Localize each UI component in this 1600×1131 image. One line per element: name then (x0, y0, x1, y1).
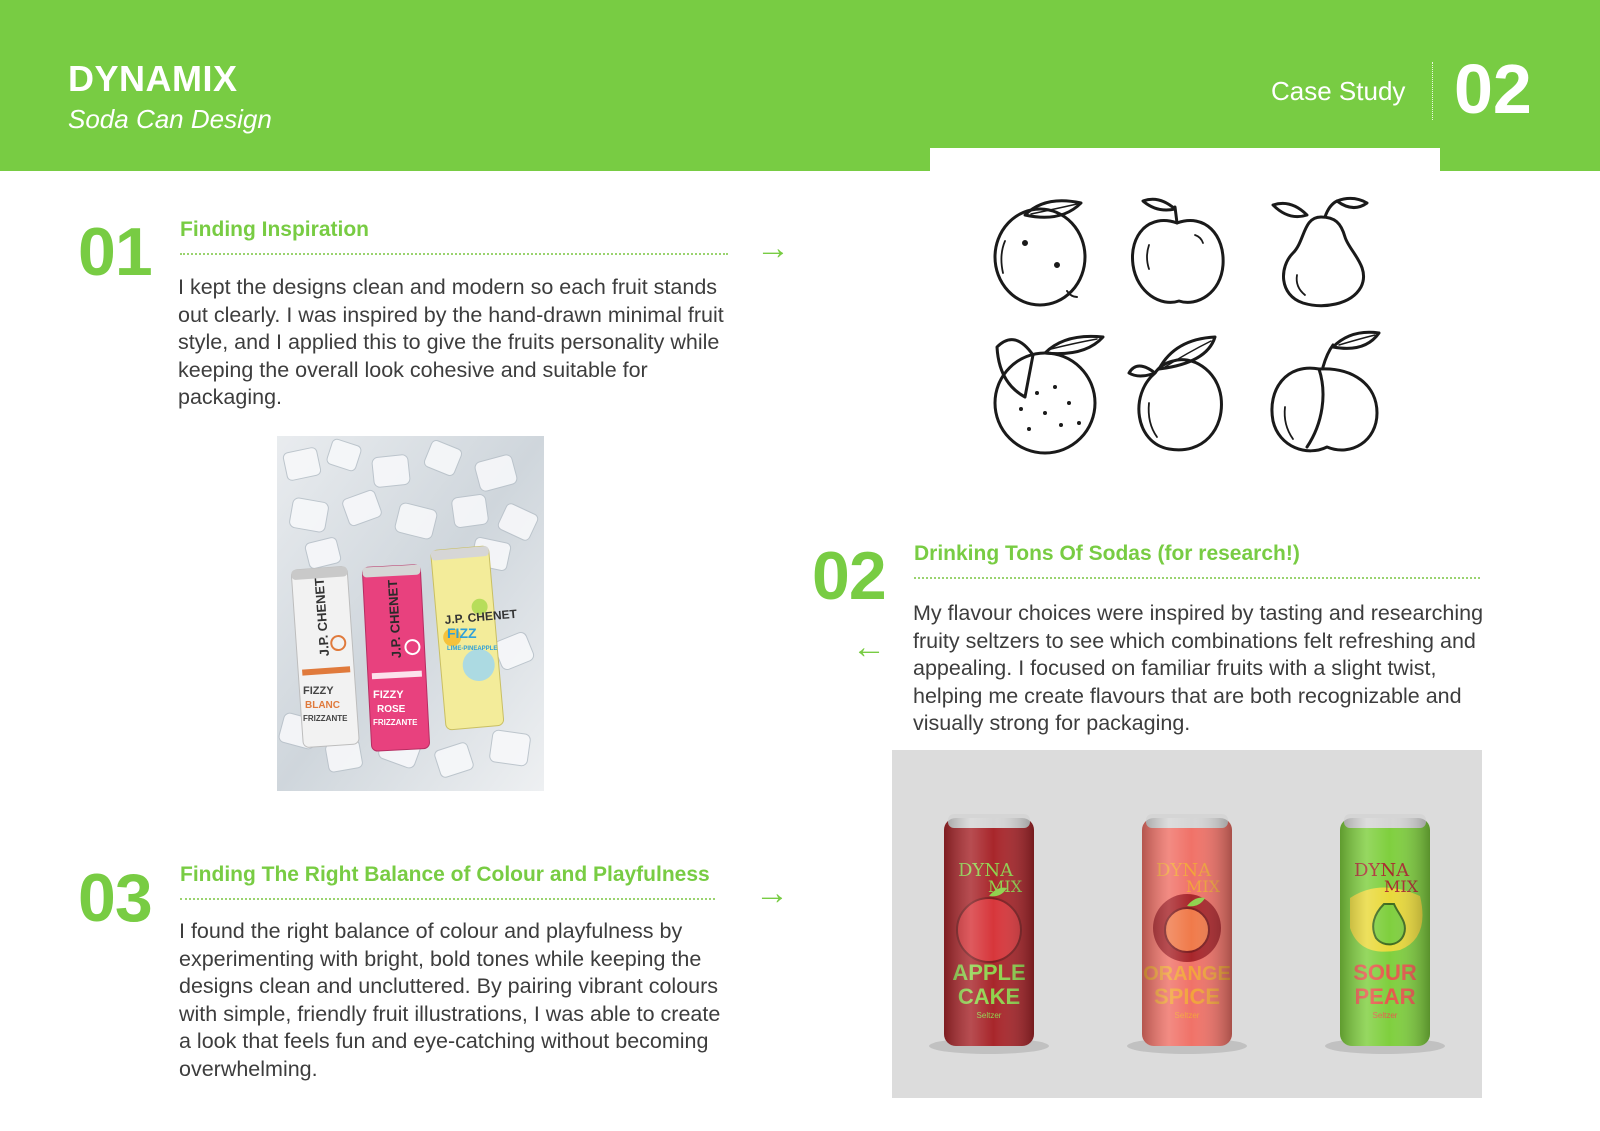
brand-subtitle: Soda Can Design (68, 104, 272, 134)
can-2-brand: J.P. CHENET (384, 579, 404, 659)
mango-icon (1129, 337, 1221, 450)
step-rule-03 (180, 898, 715, 900)
dynamix-can-sour-pear (1325, 814, 1445, 1054)
step-rule-01 (180, 253, 728, 255)
can-1-variant: BLANC (305, 700, 340, 711)
apple-icon (1132, 199, 1223, 302)
can-1-brand: J.P. CHENET (311, 577, 332, 657)
step-number-03: 03 (78, 860, 152, 936)
pear-icon (1273, 198, 1367, 305)
step-rule-02 (914, 577, 1480, 579)
can-1-name: FIZZY (303, 685, 334, 697)
can-3-variant: LIME-PINEAPPLE (447, 646, 498, 652)
step-body-02: My flavour choices were inspired by tasting and researching fruity seltzers to see which combinations felt refreshing and appealing. I focused on familiar fruits with a slight twist, helping me create flavours that are both recognizable and visually strong for packaging. (913, 601, 1484, 735)
step-number-02: 02 (812, 538, 886, 614)
peach-icon (1272, 332, 1379, 451)
orange-icon (995, 336, 1103, 453)
can-2-variant: ROSE (377, 704, 406, 715)
brand-title: DYNAMIX (68, 58, 238, 99)
reference-cans-photo (277, 436, 544, 791)
step-body-03: I found the right balance of colour and playfulness by experimenting with bright, bold tones while keeping the designs clean and uncluttered. By pairing vibrant colours with simple, friendly fruit illustrations, I was able to create a look that feels fun and eye-catching without becoming overwhelming. (179, 919, 721, 1081)
step-body-01: I kept the designs clean and modern so each fruit stands out clearly. I was inspired by the hand-drawn minimal fruit style, and I applied this to give the fruits personality while keeping the overall look cohesive and suitable for packaging. (178, 275, 724, 409)
dynamix-can-apple-cake (929, 814, 1049, 1054)
arrow-left-icon: ← (852, 628, 886, 666)
arrow-right-icon-2: → (755, 874, 789, 912)
lemon-icon (995, 201, 1085, 305)
can-1-style: FRIZZANTE (303, 714, 348, 723)
can-2-style: FRIZZANTE (373, 718, 418, 727)
step-number-01: 01 (78, 214, 152, 290)
can-3-brand: J.P. CHENET (444, 606, 518, 627)
case-study-number: 02 (1454, 50, 1532, 128)
case-study-label: Case Study (1271, 76, 1406, 106)
dynamix-can-orange-spice (1127, 814, 1247, 1054)
can-3-name: FIZZ (447, 625, 477, 641)
step-title-01: Finding Inspiration (180, 218, 369, 241)
arrow-right-icon: → (756, 229, 790, 267)
header-notch (930, 148, 1440, 171)
step-title-03: Finding The Right Balance of Colour and Playfulness (180, 863, 710, 886)
can-2-name: FIZZY (373, 689, 404, 701)
fruit-sketches-illustration (985, 195, 1385, 465)
step-title-02: Drinking Tons Of Sodas (for research!) (914, 542, 1300, 565)
dynamix-cans-mockup (892, 750, 1482, 1098)
header-divider (1432, 62, 1433, 120)
